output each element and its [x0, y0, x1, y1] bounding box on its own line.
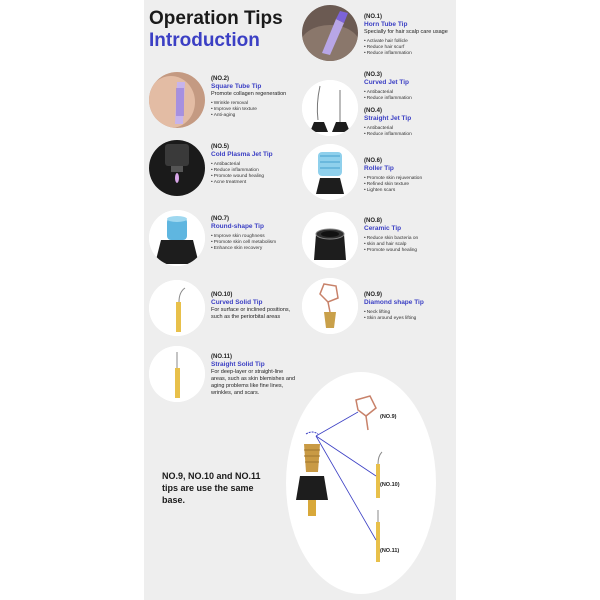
horn-tube-tip-image	[302, 5, 358, 61]
ceramic-tip-image	[302, 212, 358, 268]
tip-no11: (NO.11) Straight Solid Tip For deep-layer or straight-line areas, such as skin blemishes and aging problems like fine lines, wrinkles, and scars.	[211, 354, 296, 396]
operation-tips-page	[144, 0, 456, 600]
diagram-label-no10: (NO.10)	[380, 482, 400, 488]
diamond-shape-tip-image	[302, 278, 358, 334]
tip-no9: (NO.9) Diamond shape Tip • Neck lifting • Skin around eyes lifting	[364, 292, 424, 322]
shared-base-note: NO.9, NO.10 and NO.11 tips are use the same base.	[162, 471, 261, 505]
tip-no2: (NO.2) Square Tube Tip Promote collagen regeneration • Wrinkle removal • Improve skin texture • Anti-aging	[211, 76, 286, 119]
diagram-label-no11: (NO.11)	[380, 548, 400, 554]
curved-solid-tip-image	[149, 280, 205, 336]
shared-base-diagram	[286, 372, 436, 594]
tip-no6: (NO.6) Roller Tip • Promote skin rejuvenation • Refined skin texture • Lighten scars	[364, 158, 422, 194]
cold-plasma-jet-tip-image	[149, 140, 205, 196]
tip-no3: (NO.3) Curved Jet Tip • Antibacterial • Reduce inflammation	[364, 72, 412, 102]
square-tube-tip-image	[149, 72, 205, 128]
round-shape-tip-image	[149, 210, 205, 266]
jet-tips-image	[302, 80, 358, 136]
diagram-label-no9: (NO.9)	[380, 414, 397, 420]
tip-no5: (NO.5) Cold Plasma Jet Tip • Antibacterial • Reduce inflammation • Promote wound healing • Acne treatment	[211, 144, 273, 186]
straight-solid-tip-image	[149, 346, 205, 402]
tip-no8: (NO.8) Ceramic Tip • Reduce skin bacteria on • skin and hair scalp • Promote wound healing	[364, 218, 418, 254]
tip-no4: (NO.4) Straight Jet Tip • Antibacterial • Reduce inflammation	[364, 108, 412, 138]
roller-tip-image	[302, 144, 358, 200]
page-title: Operation Tips	[149, 8, 283, 29]
page-subtitle: Introduction	[149, 30, 260, 51]
tip-no7: (NO.7) Round-shape Tip • Improve skin roughness • Promote skin cell metabolism • Enhance skin recovery	[211, 216, 276, 252]
base-diagram-illustration	[286, 372, 436, 594]
tip-no1: (NO.1) Horn Tube Tip Specially for hair scalp care usage • Activate hair follicle • Reduce hair scurf • Reduce inflammation	[364, 14, 448, 57]
tip-no10: (NO.10) Curved Solid Tip For surface or inclined positions, such as the periorbital areas	[211, 292, 291, 320]
